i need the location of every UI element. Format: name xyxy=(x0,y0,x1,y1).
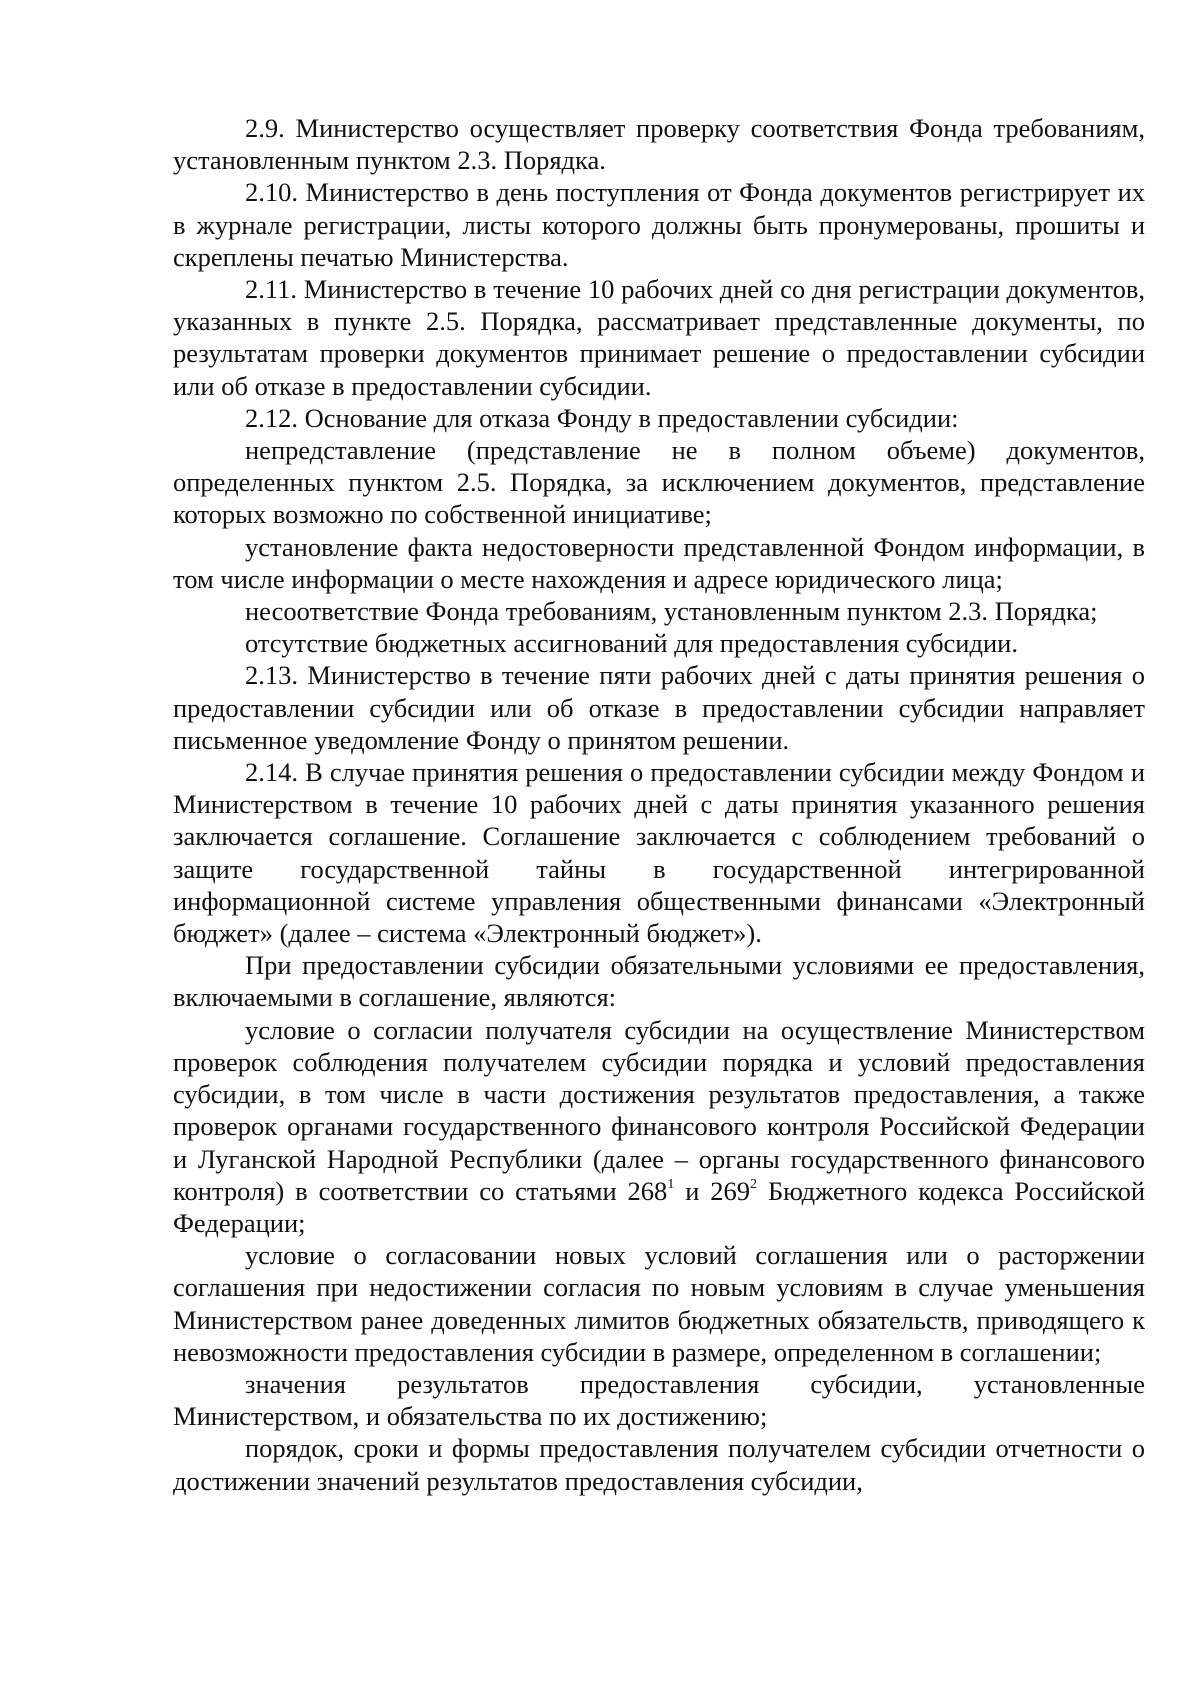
condition-1-text-c: Бюджетного кодекса Российской Федерации; xyxy=(173,1175,1146,1238)
paragraph-2-9: 2.9. Министерство осуществляет проверку соответствия Фонда требованиям, установленным пунктом 2.3. Порядка. xyxy=(173,113,1145,176)
refusal-ground-2: установление факта недостоверности представленной Фондом информации, в том числе информации о месте нахождения и адресе юридического лица; xyxy=(173,531,1145,594)
document-page xyxy=(173,112,1145,1497)
superscript-1: 1 xyxy=(667,1176,675,1192)
paragraph-2-14: 2.14. В случае принятия решения о предоставлении субсидии между Фондом и Министерством в течение 10 рабочих дней с даты принятия указанного решения заключается соглашение. Соглашение заключается с соблюдением требований о защите государственной тайны в государственной интегрированной информационной системе управления общественными финансами «Электронный бюджет» (далее – система «Электронный бюджет»). xyxy=(173,757,1145,949)
refusal-ground-4: отсутствие бюджетных ассигнований для предоставления субсидии. xyxy=(245,628,1018,659)
conditions-intro: При предоставлении субсидии обязательными условиями ее предоставления, включаемыми в соглашение, являются: xyxy=(173,950,1145,1013)
paragraph-2-12: 2.12. Основание для отказа Фонду в предоставлении субсидии: xyxy=(245,402,959,433)
condition-4: порядок, сроки и формы предоставления получателем субсидии отчетности о достижении значений результатов предоставления субсидии, xyxy=(173,1433,1145,1496)
refusal-ground-3: несоответствие Фонда требованиям, установленным пунктом 2.3. Порядка; xyxy=(245,596,1098,627)
condition-1 xyxy=(173,1014,1145,1239)
condition-1-text-b: и 269 xyxy=(674,1175,751,1206)
condition-2: условие о согласовании новых условий соглашения или о расторжении соглашения при недостижении согласия по новым условиям в случае уменьшения Министерством ранее доведенных лимитов бюджетных обязательств, приводящего к невозможности предоставления субсидии в размере, определенном в соглашении; xyxy=(173,1240,1145,1367)
refusal-ground-1: непредставление (представление не в полном объеме) документов, определенных пунктом 2.5. Порядка, за исключением документов, представление которых возможно по собственной инициативе; xyxy=(173,435,1145,530)
paragraph-2-11: 2.11. Министерство в течение 10 рабочих дней со дня регистрации документов, указанных в пункте 2.5. Порядка, рассматривает представленные документы, по результатам проверки документов принимает решение о предоставлении субсидии или об отказе в предоставлении субсидии. xyxy=(173,274,1145,401)
condition-1-text-a: условие о согласии получателя субсидии на осуществление Министерством проверок соблюдения получателем субсидии порядка и условий предоставления субсидии, в том числе в части достижения результатов предоставления, а также проверок органами государственного финансового контроля Российской Федерации и Луганской Народной Республики (далее – органы государственного финансового контроля) в соответствии со статьями 268 xyxy=(173,1014,1145,1206)
superscript-2: 2 xyxy=(750,1176,758,1192)
paragraph-2-13: 2.13. Министерство в течение пяти рабочих дней с даты принятия решения о предоставлении субсидии или об отказе в предоставлении субсидии направляет письменное уведомление Фонду о принятом решении. xyxy=(173,660,1145,755)
condition-3: значения результатов предоставления субсидии, установленные Министерством, и обязательства по их достижению; xyxy=(173,1368,1145,1432)
paragraph-2-10: 2.10. Министерство в день поступления от Фонда документов регистрирует их в журнале регистрации, листы которого должны быть пронумерованы, прошиты и скреплены печатью Министерства. xyxy=(173,177,1145,272)
